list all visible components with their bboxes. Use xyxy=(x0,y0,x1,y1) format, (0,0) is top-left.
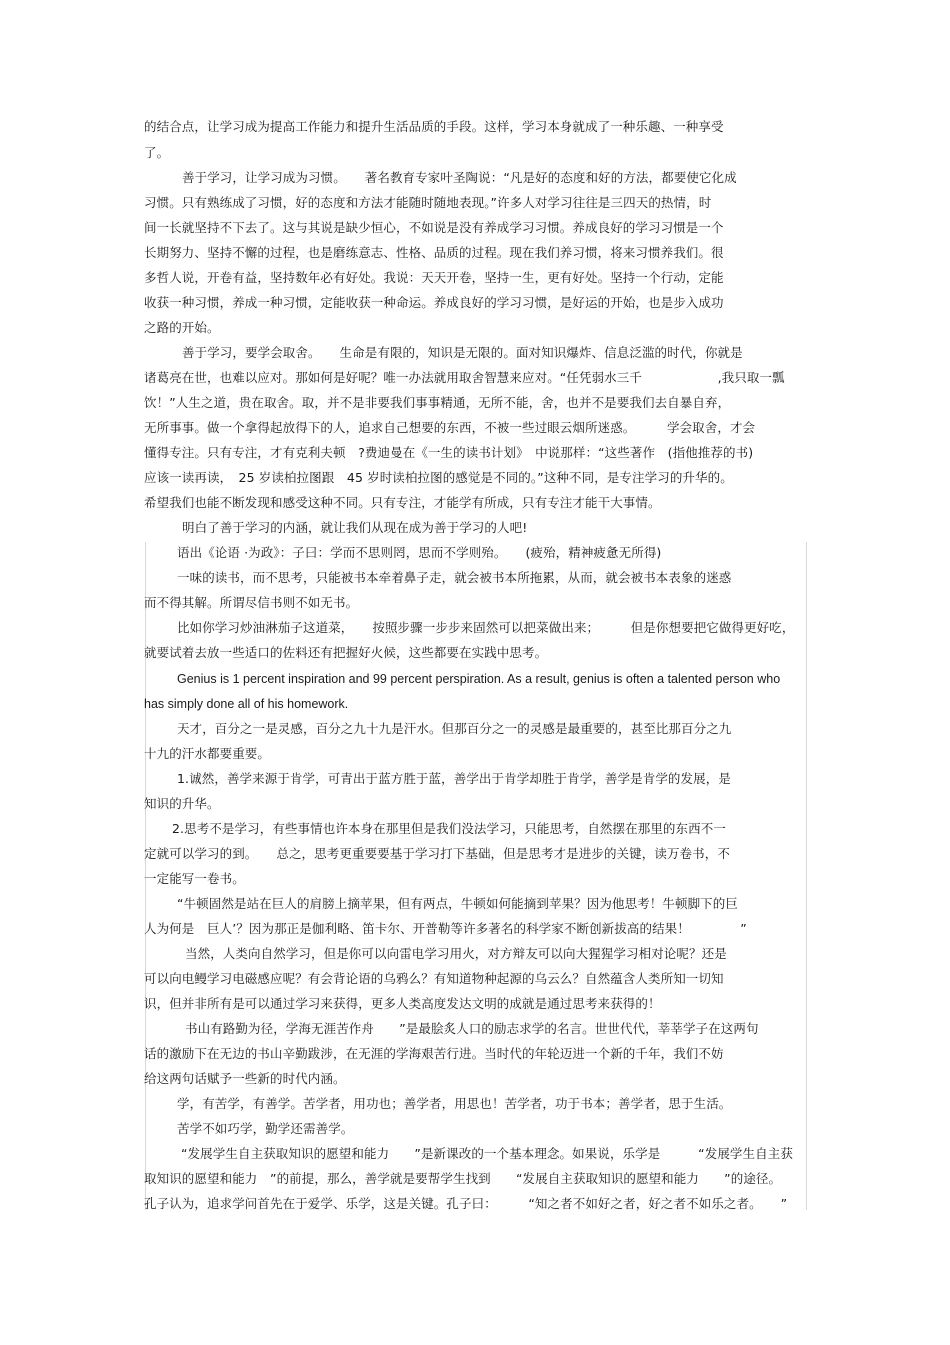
text-line: 话的激励下在无边的书山辛勤跋涉，在无涯的学海艰苦行进。当时代的年轮迈进一个新的千年，我们不妨 xyxy=(144,1046,724,1061)
english-quote-line: Genius is 1 percent inspiration and 99 percent perspiration. As a result, genius is often a talented person who xyxy=(177,672,781,686)
text-line: 孔子认为，追求学问首先在于爱学、乐学，这是关键。孔子曰： “知之者不如好之者，好之者不如乐之者。 ” xyxy=(144,1196,788,1211)
text-line: 的结合点，让学习成为提高工作能力和提升生活品质的手段。这样，学习本身就成了一种乐趣、一种享受 xyxy=(144,119,724,134)
english-quote-line: has simply done all of his homework. xyxy=(144,697,349,711)
text-line: 间一长就坚持不下去了。这与其说是缺少恒心，不如说是没有养成学习习惯。养成良好的学习习惯是一个 xyxy=(144,220,724,235)
text-line: 应该一读再读， 25 岁读柏拉图跟 45 岁时读柏拉图的感觉是不同的。”这种不同，是专注学习的升华的。 xyxy=(144,470,733,485)
text-line: 识，但并非所有是可以通过学习来获得，更多人类高度发达文明的成就是通过思考来获得的！ xyxy=(144,996,661,1011)
text-line: 习惯。只有熟练成了习惯，好的态度和方法才能随时随地表现。”许多人对学习往往是三四天的热情，时 xyxy=(144,195,712,210)
text-line: 2.思考不是学习，有些事情也许本身在那里但是我们没法学习，只能思考，自然摆在那里的东西不一 xyxy=(172,821,726,836)
text-line: 语出《论语 ·为政》：子曰：学而不思则罔，思而不学则殆。 (疲殆，精神疲惫无所得) xyxy=(177,545,662,560)
text-line: 学，有苦学，有善学。苦学者，用功也；善学者，用思也！苦学者，功于书本；善学者，思于生活。 xyxy=(177,1096,732,1111)
text-line: 天才，百分之一是灵感，百分之九十九是汗水。但那百分之一的灵感是最重要的，甚至比那百分之九 xyxy=(177,721,732,736)
text-line: 收获一种习惯，养成一种习惯，定能收获一种命运。养成良好的学习习惯，是好运的开始，也是步入成功 xyxy=(144,295,724,310)
text-line: “牛顿固然是站在巨人的肩膀上摘苹果，但有两点，牛顿如何能摘到苹果？因为他思考！牛顿脚下的巨 xyxy=(177,896,738,911)
text-line: 无所事事。做一个拿得起放得下的人，追求自己想要的东西，不被一些过眼云烟所迷惑。 学会取舍，才会 xyxy=(144,420,756,435)
text-line: 多哲人说，开卷有益，坚持数年必有好处。我说：天天开卷，坚持一生，更有好处。坚持一个行动，定能 xyxy=(144,270,724,285)
text-line: 长期努力、坚持不懈的过程，也是磨练意志、性格、品质的过程。现在我们养习惯，将来习惯养我们。很 xyxy=(144,245,724,260)
text-line: 诸葛亮在世，也难以应对。那如何是好呢？唯一办法就用取舍智慧来应对。“任凭弱水三千 ,我只取一瓢 xyxy=(144,370,785,385)
text-line: 定就可以学习的到。 总之，思考更重要要基于学习打下基础，但是思考才是进步的关键，读万卷书，不 xyxy=(144,846,730,861)
text-line: “发展学生自主获取知识的愿望和能力 ”是新课改的一个基本理念。如果说，乐学是 “发展学生自主获 xyxy=(181,1146,793,1161)
text-line: 知识的升华。 xyxy=(144,796,220,811)
text-line: 给这两句话赋予一些新的时代内涵。 xyxy=(144,1071,346,1086)
text-line: 苦学不如巧学，勤学还需善学。 xyxy=(177,1121,354,1136)
text-line: 饮！”人生之道，贵在取舍。取，并不是非要我们事事精通，无所不能，舍，也并不是要我们去自暴自弃， xyxy=(144,395,731,410)
text-line: 人为何是 巨人’？因为那正是伽利略、笛卡尔、开普勒等许多著名的科学家不断创新拔高的结果！ ” xyxy=(144,921,747,936)
text-line: 之路的开始。 xyxy=(144,320,220,335)
text-line: 懂得专注。只有专注，才有克利夫顿 ?费迪曼在《一生的读书计划》 中说那样：“这些著作 (指他推荐的书) xyxy=(144,445,754,460)
text-line: 善于学习，要学会取舍。 生命是有限的，知识是无限的。面对知识爆炸、信息泛滥的时代，你就是 xyxy=(182,345,743,360)
text-line: 十九的汗水都要重要。 xyxy=(144,746,271,761)
text-line: 而不得其解。所谓尽信书则不如无书。 xyxy=(144,595,359,610)
text-line: 明白了善于学习的内涵，就让我们从现在成为善于学习的人吧! xyxy=(182,520,528,535)
text-line: 善于学习，让学习成为习惯。 著名教育专家叶圣陶说：“凡是好的态度和好的方法，都要使它化成 xyxy=(182,170,737,185)
text-line: 当然，人类向自然学习，但是你可以向雷电学习用火，对方辩友可以向大猩猩学习相对论呢？还是 xyxy=(185,946,727,961)
text-line: 取知识的愿望和能力 ”的前提，那么，善学就是要帮学生找到 “发展自主获取知识的愿望和能力 ”的途径。 xyxy=(144,1171,782,1186)
text-line: 就要试着去放一些适口的佐料还有把握好火候，这些都要在实践中思考。 xyxy=(144,645,548,660)
text-line: 1.诚然，善学来源于肯学，可青出于蓝方胜于蓝，善学出于肯学却胜于肯学，善学是肯学的发展，是 xyxy=(177,771,731,786)
text-line: 可以向电鳗学习电磁感应呢？有会背论语的乌鸦么？有知道物种起源的乌云么？自然蕴含人类所知一切知 xyxy=(144,971,724,986)
text-line: 希望我们也能不断发现和感受这种不同。只有专注，才能学有所成，只有专注才能干大事情。 xyxy=(144,495,661,510)
text-frame-right-edge xyxy=(806,542,807,1210)
text-line: 比如你学习炒油淋茄子这道菜， 按照步骤一步步来固然可以把菜做出来； 但是你想要把它做得更好吃， xyxy=(177,620,795,635)
text-line: 一味的读书，而不思考，只能被书本牵着鼻子走，就会被书本所拖累，从而，就会被书本表象的迷惑 xyxy=(177,570,732,585)
text-line: 一定能写一卷书。 xyxy=(144,871,245,886)
text-line: 书山有路勤为径，学海无涯苦作舟 ”是最脍炙人口的励志求学的名言。世世代代，莘莘学子在这两句 xyxy=(185,1021,759,1036)
text-line: 了。 xyxy=(144,145,170,160)
